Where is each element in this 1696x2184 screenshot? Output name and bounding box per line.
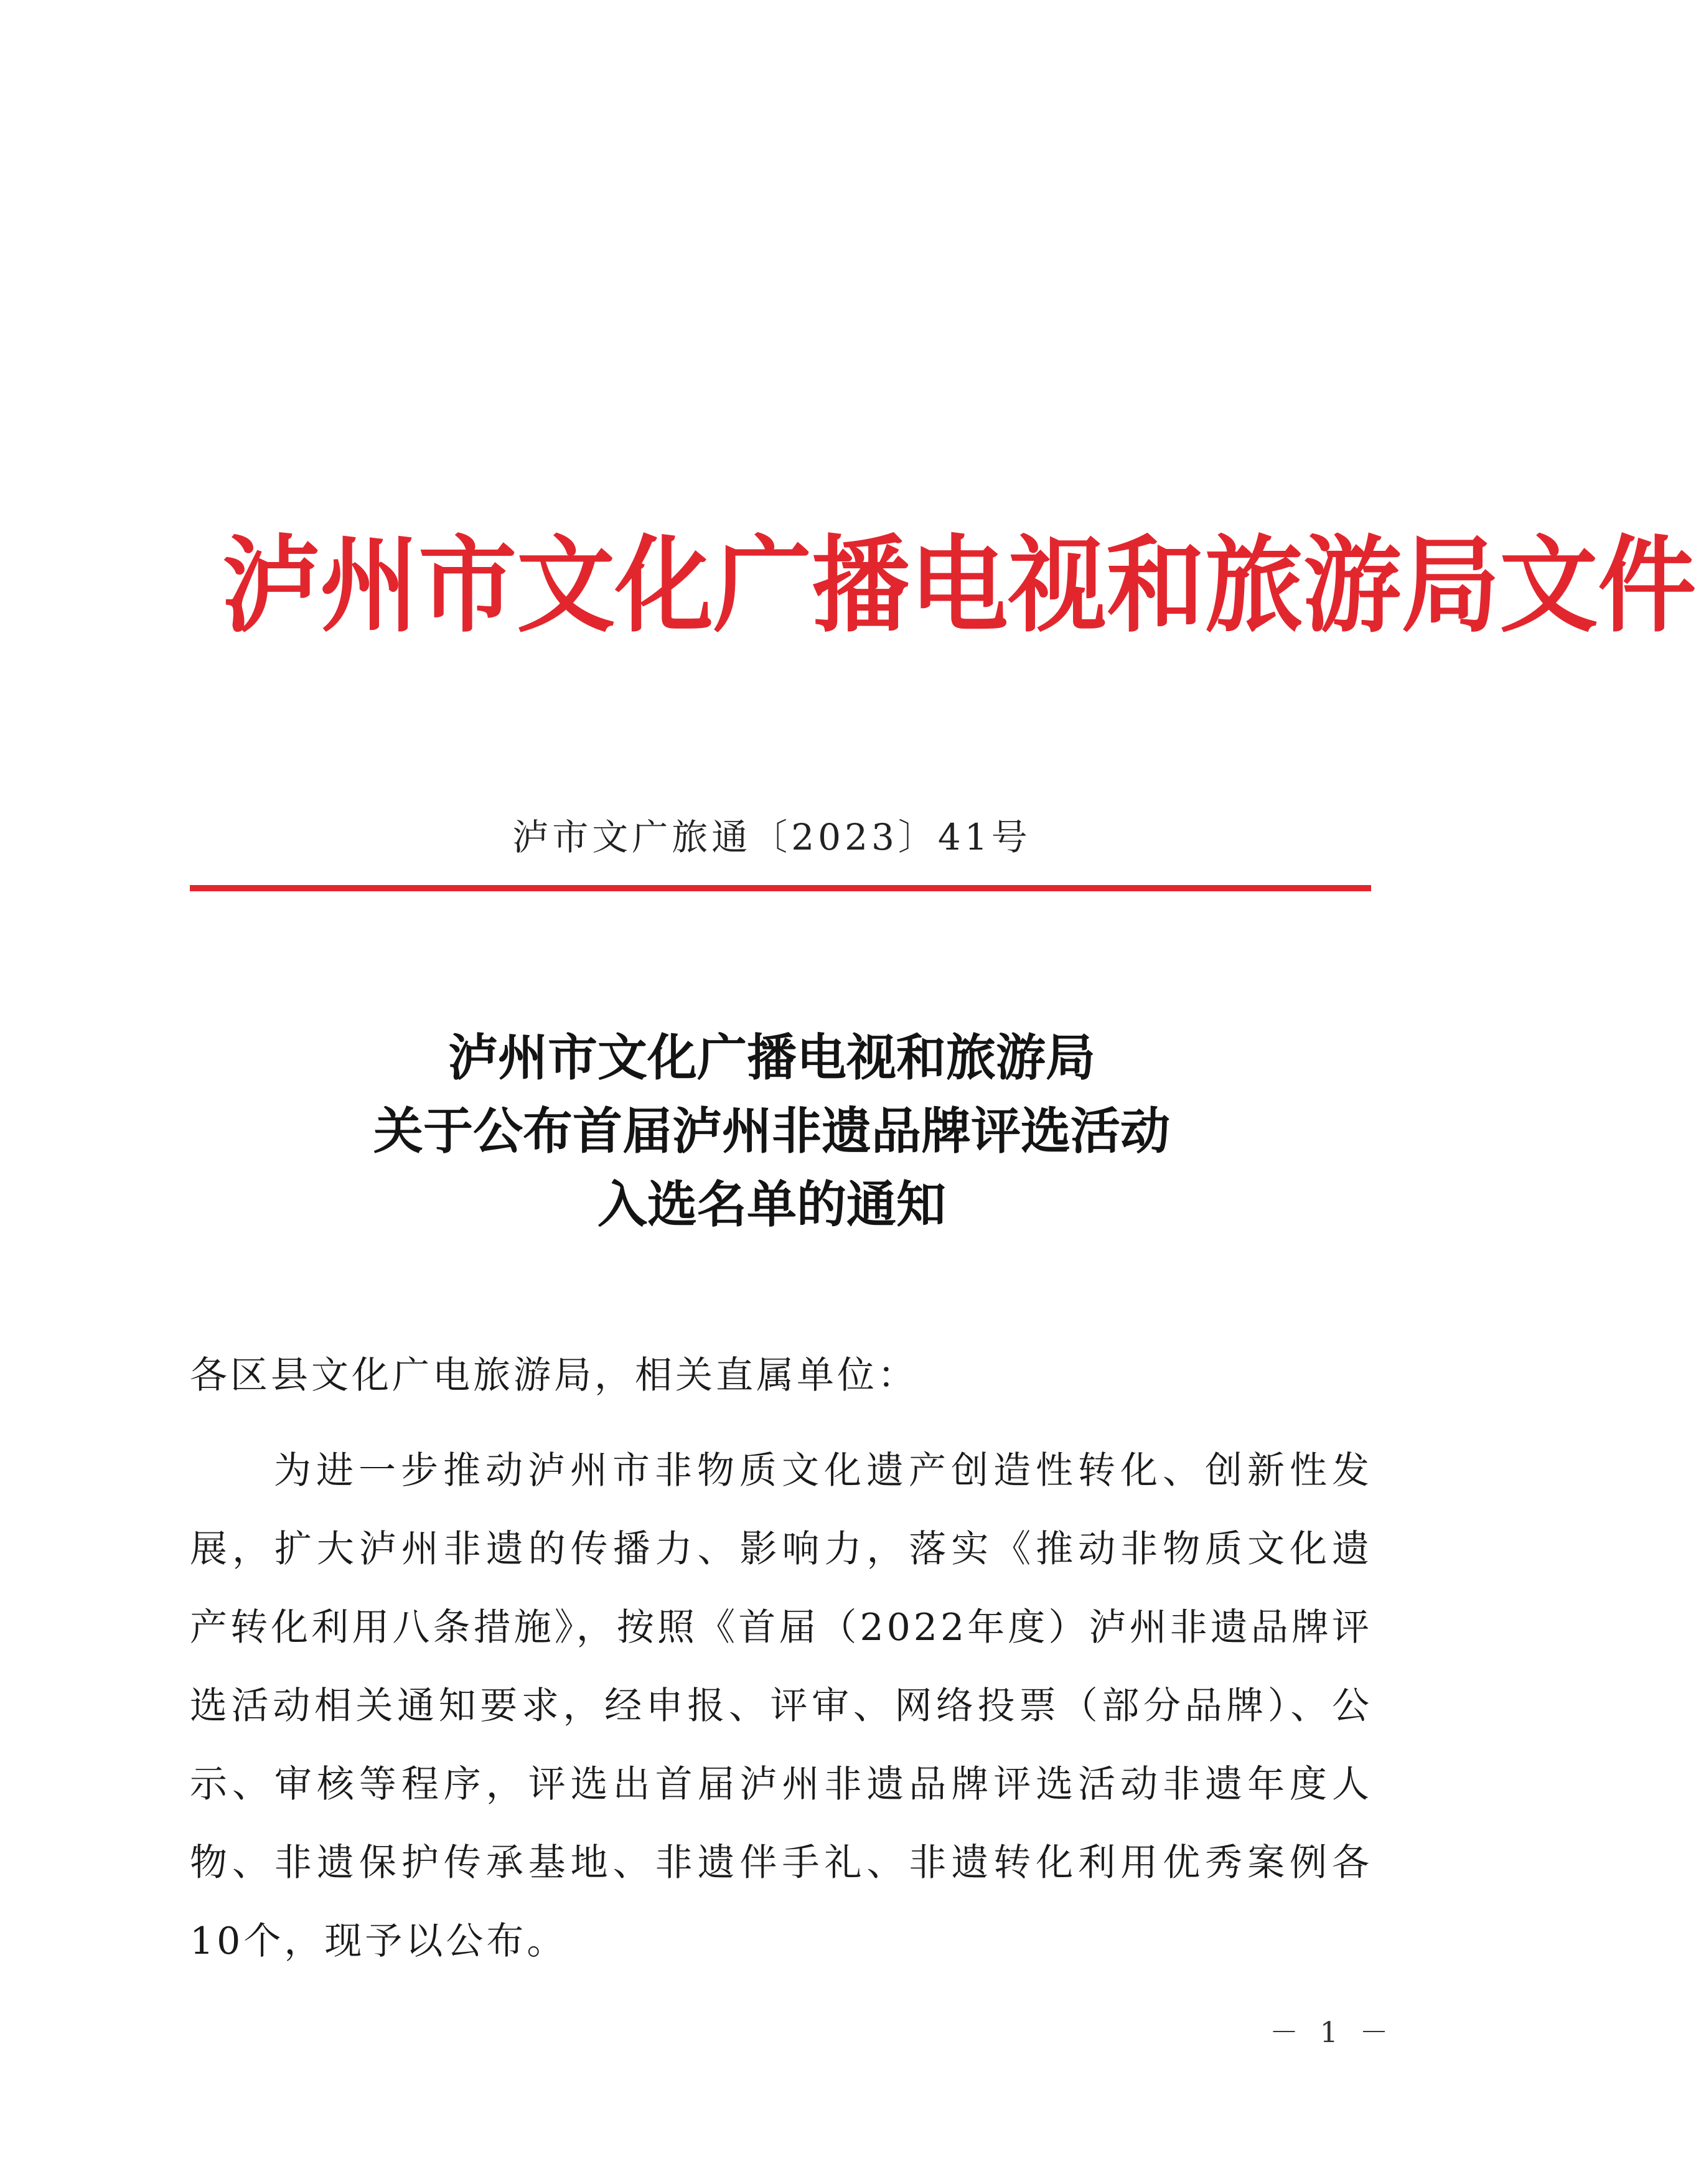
body-line: 展，扩大泸州非遗的传播力、影响力，落实《推动非物质文化遗 [190,1527,1372,1571]
title-line-3: 入选名单的通知 [597,1175,946,1234]
body-line: 示、审核等程序，评选出首届泸州非遗品牌评选活动非遗年度人 [190,1763,1372,1806]
body-line: 为进一步推动泸州市非物质文化遗产创造性转化、创新性发 [274,1449,1372,1493]
notice-title [187,1021,1357,1241]
body-line: 选活动相关通知要求，经申报、评审、网络投票（部分品牌）、公 [190,1684,1372,1728]
title-line-1: 泸州市文化广播电视和旅游局 [448,1028,1095,1087]
title-line-2: 关于公布首届泸州非遗品牌评选活动 [373,1102,1170,1160]
body-line: 10个，现予以公布。 [190,1919,568,1963]
body-line: 产转化利用八条措施》，按照《首届（2022年度）泸州非遗品牌评 [190,1606,1372,1649]
red-separator-line [190,885,1371,891]
salutation: 各区县文化广电旅游局，相关直属单位： [190,1354,918,1397]
document-number: 泸市文广旅通〔2023〕41号 [512,816,1031,858]
body-line: 物、非遗保护传承基地、非遗伴手礼、非遗转化利用优秀案例各 [190,1841,1372,1885]
page-number: － 1 － [1270,2015,1395,2049]
body-paragraph [190,1432,1372,1980]
document-masthead: 泸州市文化广播电视和旅游局文件 [222,523,1696,647]
